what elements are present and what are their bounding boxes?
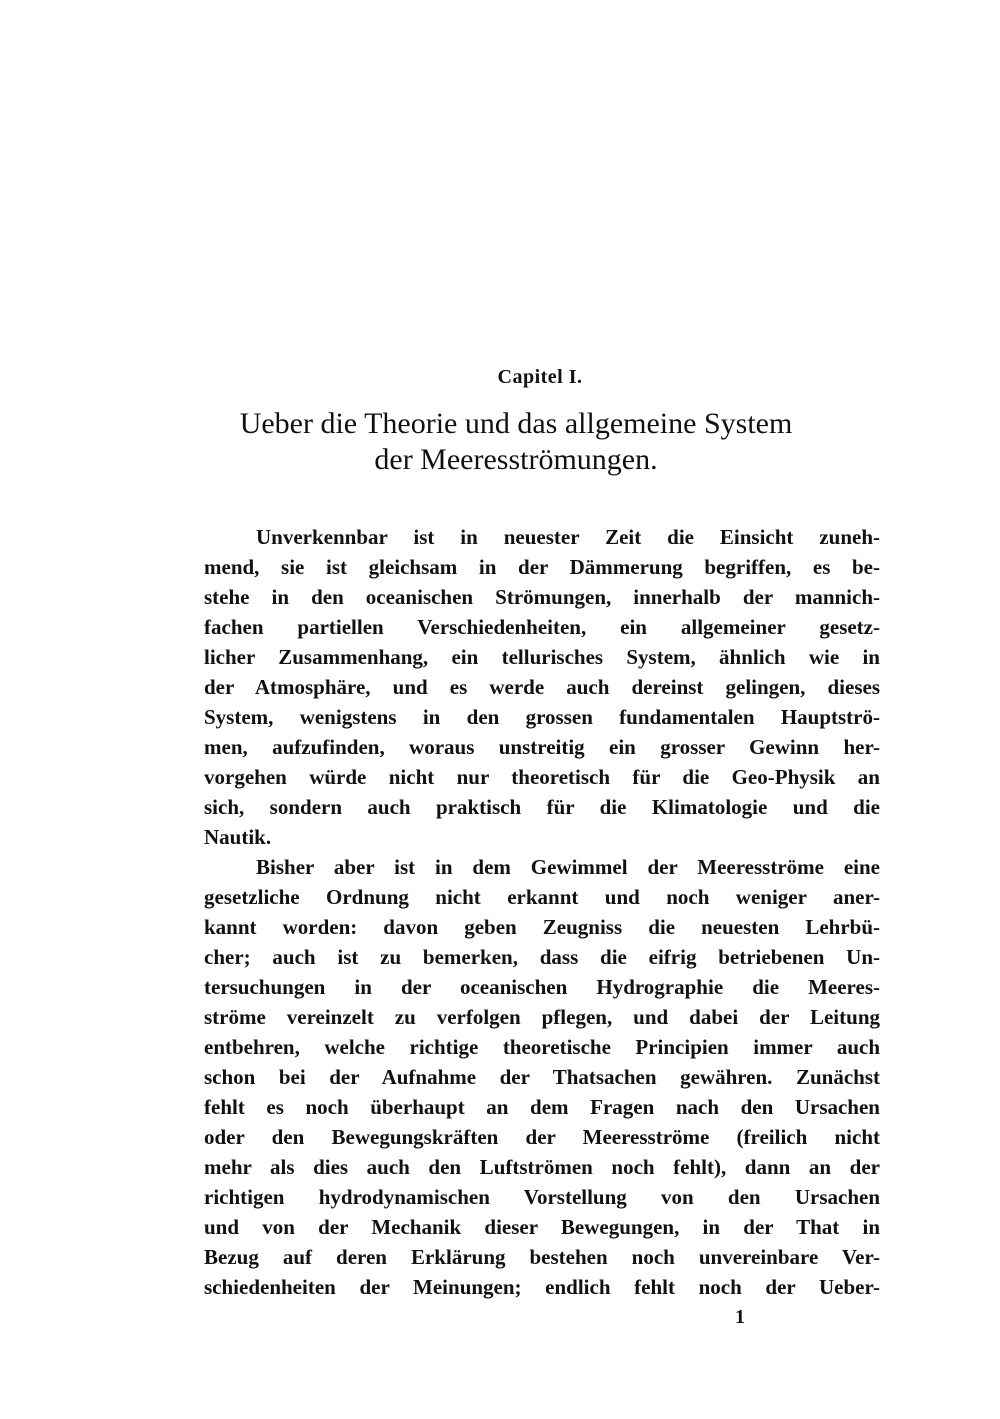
- text-line: cher; auch ist zu bemerken, dass die eifrig betriebenen Un-: [204, 945, 880, 969]
- page-number: 1: [735, 1306, 745, 1328]
- text-line: oder den Bewegungskräften der Meeresströme (freilich nicht: [204, 1125, 880, 1149]
- text-line: Bisher aber ist in dem Gewimmel der Meeresströme eine: [256, 855, 880, 879]
- text-line: schon bei der Aufnahme der Thatsachen gewähren. Zunächst: [204, 1065, 880, 1089]
- chapter-title-line: Ueber die Theorie und das allgemeine System: [239, 407, 793, 440]
- text-line: men, aufzufinden, woraus unstreitig ein grosser Gewinn her-: [204, 735, 880, 759]
- paragraph-1: [204, 522, 880, 852]
- text-line: sich, sondern auch praktisch für die Klimatologie und die: [204, 795, 880, 819]
- text-line: vorgehen würde nicht nur theoretisch für die Geo-Physik an: [204, 765, 880, 789]
- text-line: Nautik.: [204, 825, 272, 849]
- text-line: richtigen hydrodynamischen Vorstellung von den Ursachen: [204, 1185, 880, 1209]
- text-line: licher Zusammenhang, ein tellurisches System, ähnlich wie in: [204, 645, 880, 669]
- text-line: tersuchungen in der oceanischen Hydrographie die Meeres-: [204, 975, 880, 999]
- text-line: fehlt es noch überhaupt an dem Fragen nach den Ursachen: [204, 1095, 880, 1119]
- text-line: fachen partiellen Verschiedenheiten, ein allgemeiner gesetz-: [204, 615, 880, 639]
- text-line: stehe in den oceanischen Strömungen, innerhalb der mannich-: [204, 585, 880, 609]
- text-line: entbehren, welche richtige theoretische Principien immer auch: [204, 1035, 880, 1059]
- text-line: System, wenigstens in den grossen fundamentalen Hauptströ-: [204, 705, 880, 729]
- text-line: ströme vereinzelt zu verfolgen pflegen, und dabei der Leitung: [204, 1005, 880, 1029]
- text-line: mehr als dies auch den Luftströmen noch fehlt), dann an der: [204, 1155, 880, 1179]
- chapter-title: [150, 406, 882, 478]
- text-line: kannt worden: davon geben Zeugniss die neuesten Lehrbü-: [204, 915, 880, 939]
- text-line: der Atmosphäre, und es werde auch dereinst gelingen, dieses: [204, 675, 880, 699]
- paragraph-2: [204, 852, 880, 1302]
- text-line: mend, sie ist gleichsam in der Dämmerung begriffen, es be-: [204, 555, 880, 579]
- text-line: gesetzliche Ordnung nicht erkannt und noch weniger aner-: [204, 885, 880, 909]
- text-line: und von der Mechanik dieser Bewegungen, in der That in: [204, 1215, 880, 1239]
- text-line: schiedenheiten der Meinungen; endlich fehlt noch der Ueber-: [204, 1275, 880, 1299]
- text-line: Unverkennbar ist in neuester Zeit die Einsicht zuneh-: [256, 525, 880, 549]
- chapter-label: Capitel I.: [497, 366, 583, 388]
- body-text: [204, 522, 880, 1302]
- text-line: Bezug auf deren Erklärung bestehen noch unvereinbare Ver-: [204, 1245, 880, 1269]
- chapter-title-line: der Meeresströmungen.: [374, 443, 658, 476]
